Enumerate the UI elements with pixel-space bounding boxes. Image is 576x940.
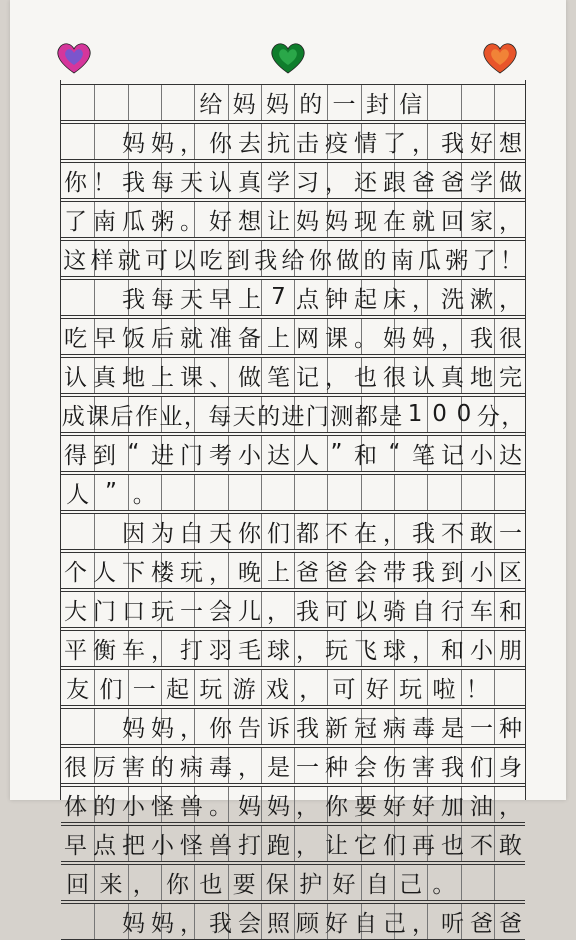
letter-line (61, 123, 525, 160)
letter-line (61, 435, 525, 472)
letter-line-text: 友 们 一 起 玩 游 戏 ， 可 好 玩 啦 ！ (66, 676, 489, 703)
letter-line (61, 864, 525, 901)
letter-paper (10, 0, 566, 937)
letter-line (61, 903, 525, 940)
pink-heart-icon (54, 38, 94, 78)
letter-line (61, 552, 525, 589)
letter-line-text: 大 门 口 玩 一 会 儿 ， 我 可 以 骑 自 行 车 和 (64, 598, 522, 625)
letter-line (61, 630, 525, 667)
letter-line-text: 体 的 小 怪 兽 。 妈 妈 ， 你 要 好 好 加 油 ， (64, 793, 522, 820)
letter-line-text: 很 厉 害 的 病 毒 ， 是 一 种 会 伤 害 我 们 身 (64, 754, 522, 781)
orange-heart-icon (480, 38, 520, 78)
letter-line (61, 162, 525, 199)
letter-line (61, 279, 525, 316)
letter-line-text: 因 为 白 天 你 们 都 不 在 ， 我 不 敢 一 (122, 520, 522, 547)
letter-line (61, 84, 525, 121)
letter-line (61, 240, 525, 277)
letter-line (61, 357, 525, 394)
letter-line (61, 747, 525, 784)
letter-line-text: 了 南 瓜 粥 。 好 想 让 妈 妈 现 在 就 回 家 ， (64, 208, 522, 235)
letter-line-text: 早 点 把 小 怪 兽 打 跑 ， 让 它 们 再 也 不 敢 (64, 832, 522, 859)
letter-line (61, 474, 525, 511)
letter-line-text: 平 衡 车 ， 打 羽 毛 球 ， 玩 飞 球 ， 和 小 朋 (64, 637, 522, 664)
letter-line-text: 回 来 ， 你 也 要 保 护 好 自 己 。 (66, 871, 456, 898)
letter-line (61, 396, 525, 433)
letter-line-text: 成 课 后 作 业 ， 每 天 的 进 门 测 都 是 1 0 0 分 ， (61, 401, 525, 430)
letter-line-text: 我 每 天 早 上 7 点 钟 起 床 ， 洗 漱 ， (122, 284, 522, 313)
letter-line-text: 妈 妈 ， 你 告 诉 我 新 冠 病 毒 是 一 种 (122, 715, 522, 742)
letter-line (61, 708, 525, 745)
green-heart-icon (268, 38, 308, 78)
letter-line (61, 318, 525, 355)
letter-line-text: 给 妈 妈 的 一 封 信 (199, 91, 423, 118)
letter-line-text: 这 样 就 可 以 吃 到 我 给 你 做 的 南 瓜 粥 了 ！ (63, 247, 523, 274)
letter-line-text: 个 人 下 楼 玩 ， 晚 上 爸 爸 会 带 我 到 小 区 (64, 559, 522, 586)
letter-line (61, 201, 525, 238)
letter-line-text: 你 ！ 我 每 天 认 真 学 习 ， 还 跟 爸 爸 学 做 (64, 169, 522, 196)
letter-line-text: 认 真 地 上 课 、 做 笔 记 ， 也 很 认 真 地 完 (64, 364, 522, 391)
letter-line-text: 人 ” 。 (66, 479, 156, 508)
letter-line-text: 妈 妈 ， 你 去 抗 击 疫 情 了 ， 我 好 想 (122, 130, 522, 157)
letter-line-text: 妈 妈 ， 我 会 照 顾 好 自 己 ， 听 爸 爸 (122, 910, 522, 937)
letter-line (61, 669, 525, 706)
letter-line (61, 825, 525, 862)
letter-line (61, 513, 525, 550)
letter-line (61, 786, 525, 823)
writing-grid (60, 80, 526, 937)
letter-line-text: 得 到 “ 进 门 考 小 达 人 ” 和 “ 笔 记 小 达 (64, 440, 522, 469)
letter-line-text: 吃 早 饭 后 就 准 备 上 网 课 。 妈 妈 ， 我 很 (64, 325, 522, 352)
letter-line (61, 591, 525, 628)
